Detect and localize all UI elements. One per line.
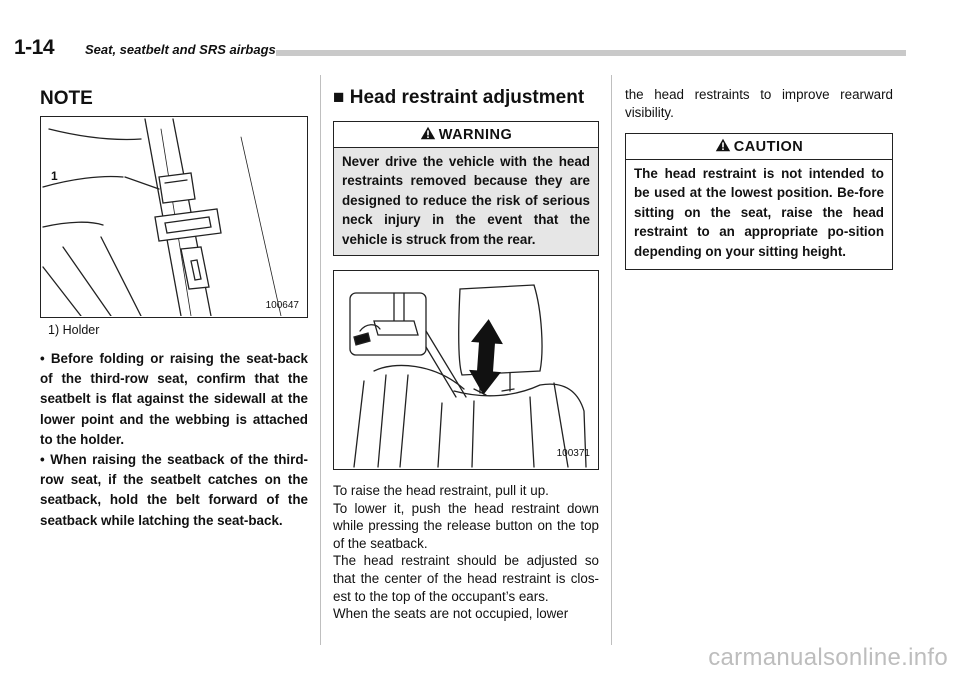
square-bullet-icon: ■ — [333, 87, 350, 108]
paragraph: When the seats are not occupied, lower — [333, 606, 569, 622]
warning-text: Never drive the vehicle with the head restraints removed because they are designed to reduce the risk of serious neck injury in the event that the vehicle is struck from the rear. — [342, 154, 590, 247]
warning-bar — [334, 122, 598, 148]
watermark: carmanualsonline.info — [708, 644, 948, 671]
caution-label: CAUTION — [733, 138, 804, 155]
seatbelt-holder-illustration — [41, 117, 306, 316]
note-heading: NOTE — [40, 88, 93, 109]
adjustment-instructions — [333, 482, 599, 623]
note-item: • When raising the seatback of the third-row seat, if the seatbelt catches on the seatback, hold the belt forward of the seatback while latching the seat-back. — [40, 452, 308, 528]
continuation-text: the head restraints to improve rearward visibility. — [625, 87, 893, 120]
warning-triangle-icon — [715, 138, 731, 156]
warning-box — [333, 121, 599, 256]
note-list — [40, 349, 308, 531]
bullet-icon: • — [40, 351, 51, 366]
warning-label: WARNING — [438, 126, 513, 143]
caution-bar — [626, 134, 892, 160]
note-item: • Before folding or raising the seat-back of the third-row seat, confirm that the seatbelt is flat against the sidewall at the lower point and the webbing is attached to the holder. — [40, 351, 308, 447]
figure-code: 100371 — [556, 448, 590, 459]
bullet-icon: • — [40, 452, 51, 468]
seatbelt-holder-figure — [40, 116, 308, 318]
caution-box — [625, 133, 893, 270]
figure-caption: 1) Holder — [48, 323, 100, 337]
column-divider-left — [320, 75, 321, 645]
page-number: 1-14 — [14, 36, 55, 59]
caution-text: The head restraint is not intended to be used at the lowest position. Be-fore sitting on the seat, raise the head restraint to an appropriate po-sition depending on your sitting height. — [634, 166, 884, 259]
head-restraint-illustration — [334, 271, 597, 468]
section-heading: ■ Head restraint adjustment — [333, 87, 585, 108]
paragraph: To lower it, push the head restraint down while pressing the release button on the top of the seatback. — [333, 500, 599, 551]
header-rule — [276, 50, 906, 56]
warning-triangle-icon — [420, 126, 436, 144]
paragraph: The head restraint should be adjusted so that the center of the head restraint is clos-est to the top of the occupant’s ears. — [333, 553, 599, 604]
paragraph: To raise the head restraint, pull it up. — [333, 483, 549, 498]
figure-code: 100647 — [265, 300, 299, 311]
column-divider-right — [611, 75, 612, 645]
page-header — [14, 38, 950, 58]
section-title: Seat, seatbelt and SRS airbags — [85, 42, 276, 57]
head-restraint-figure — [333, 270, 599, 470]
figure-callout-1: 1 — [51, 169, 58, 183]
